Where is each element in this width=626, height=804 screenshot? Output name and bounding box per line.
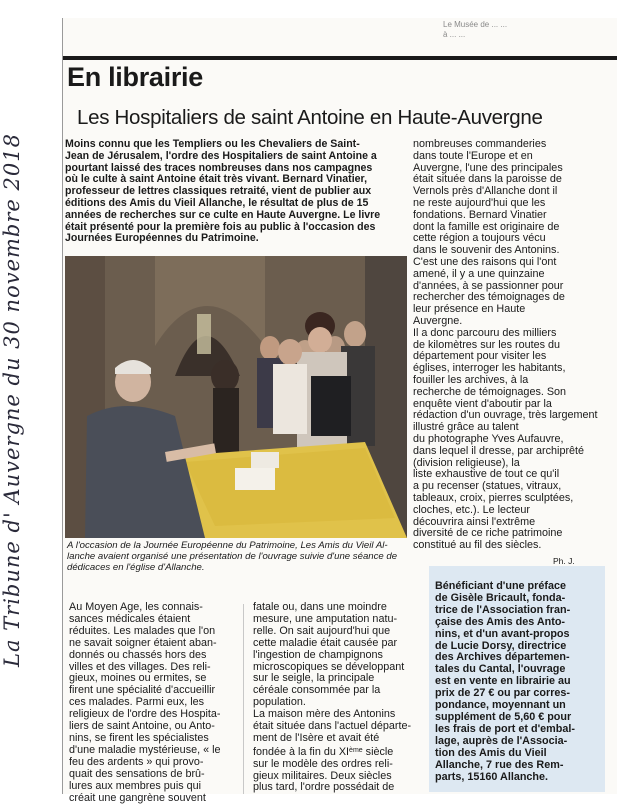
body-line: a pu recenser (statues, vitraux, bbox=[413, 481, 583, 493]
body-line: villes et des villages. Des reli- bbox=[69, 662, 235, 674]
body-line: de kilomètres sur les routes du bbox=[413, 340, 583, 352]
box-line: pondance, moyennant un bbox=[435, 700, 605, 712]
body-line: illustré grâce au talent bbox=[413, 422, 583, 434]
body-line: églises, interroger les habitants, bbox=[413, 363, 583, 375]
lede-line: Moins connu que les Templiers ou les Chevaliers de Saint- bbox=[65, 139, 405, 151]
body-line: quait des sensations de brû- bbox=[69, 769, 235, 781]
body-line: Au Moyen Age, les connais- bbox=[69, 602, 235, 614]
lede-line: était présenté pour la première fois au public à l'occasion des bbox=[65, 222, 405, 234]
body-line: (division religieuse), la bbox=[413, 458, 583, 470]
lede-line: années de recherches sur ce culte en Haute Auvergne. Le livre bbox=[65, 210, 405, 222]
body-line: fouiller les archives, à la bbox=[413, 375, 583, 387]
handwritten-annotation: La Tribune d' Auvergne du 30 novembre 2018 bbox=[0, 40, 30, 760]
body-line: gieux, moines ou ermites, se bbox=[69, 673, 235, 685]
body-line: plus tard, l'ordre possédait de bbox=[253, 782, 423, 794]
box-line: de Gisèle Bricault, fonda- bbox=[435, 593, 605, 605]
superscript-ordinal: ème bbox=[349, 747, 363, 754]
body-line: mesure, une amputation natu- bbox=[253, 614, 423, 626]
body-line: liste exhaustive de tout ce qu'il bbox=[413, 469, 583, 481]
body-line: ces malades. Parmi eux, les bbox=[69, 697, 235, 709]
lede-line: éditions des Amis du Vieil Allanche, le résultat de plus de 15 bbox=[65, 198, 405, 210]
box-line: çaise des Amis des Anto- bbox=[435, 617, 605, 629]
caption-line: lanche avaient organisé une présentation de l'ouvrage suivie d'une séance de bbox=[67, 551, 409, 562]
body-line: feu des ardents » qui provo- bbox=[69, 757, 235, 769]
body-line: C'est une des raisons qui l'ont bbox=[413, 257, 583, 269]
century-text: fondée à la fin du XI bbox=[253, 746, 349, 758]
body-line: département pour visiter les bbox=[413, 351, 583, 363]
body-line: gieux militaires. Deux siècles bbox=[253, 771, 423, 783]
body-line: était située dans l'actuel départe- bbox=[253, 721, 423, 733]
box-line: lage, auprès de l'Associa- bbox=[435, 736, 605, 748]
body-line: sances médicales étaient bbox=[69, 614, 235, 626]
column-divider bbox=[243, 604, 244, 794]
body-line: réduites. Les malades que l'on bbox=[69, 626, 235, 638]
box-line: parts, 15160 Allanche. bbox=[435, 772, 605, 784]
body-line: cette maladie était causée par bbox=[253, 638, 423, 650]
caption-line: dédicaces en l'église d'Allanche. bbox=[67, 562, 409, 573]
lede-line: Jean de Jérusalem, l'ordre des Hospitaliers de saint Antoine a bbox=[65, 151, 405, 163]
article-lede bbox=[65, 139, 405, 245]
box-line: les frais de port et d'embal- bbox=[435, 724, 605, 736]
body-line: donnés ou chassés hors des bbox=[69, 650, 235, 662]
body-line: d'années, à se passionner pour bbox=[413, 281, 583, 293]
body-line: tableaux, croix, pierres sculptées, bbox=[413, 493, 583, 505]
body-line: rédaction d'un ouvrage, très largement bbox=[413, 410, 583, 422]
box-line: Bénéficiant d'une préface bbox=[435, 581, 605, 593]
box-line: de Lucie Dorsy, directrice bbox=[435, 641, 605, 653]
body-line: rechercher des témoignages de bbox=[413, 292, 583, 304]
box-line: nins, et d'un avant-propos bbox=[435, 629, 605, 641]
body-line: céréale consommée par la bbox=[253, 685, 423, 697]
body-line: était située dans la paroisse de bbox=[413, 174, 583, 186]
article-photo bbox=[65, 256, 407, 538]
body-line: dans le souvenir des Antonins. bbox=[413, 245, 583, 257]
body-line: dont la famille est originaire de bbox=[413, 222, 583, 234]
body-line: ment de l'Isère et avait été bbox=[253, 733, 423, 745]
lede-line: Journées Européennes du Patrimoine. bbox=[65, 233, 405, 245]
body-line: leur présence en Haute bbox=[413, 304, 583, 316]
box-line: supplément de 5,60 € pour bbox=[435, 712, 605, 724]
body-column-1 bbox=[69, 602, 235, 804]
body-column-2 bbox=[253, 602, 423, 709]
body-line bbox=[253, 745, 423, 759]
info-box-text bbox=[435, 581, 605, 783]
body-line: d'une maladie mystérieuse, « le bbox=[69, 745, 235, 757]
body-line: constitué au fil des siècles. bbox=[413, 540, 583, 552]
body-line: cette région a toujours vécu bbox=[413, 233, 583, 245]
body-line: La maison mère des Antonins bbox=[253, 709, 423, 721]
body-line: dans toute l'Europe et en bbox=[413, 151, 583, 163]
lede-line: pourtant laissé des traces nombreuses dans nos campagnes bbox=[65, 163, 405, 175]
body-line: microscopiques se développant bbox=[253, 662, 423, 674]
body-line: recherche de témoignages. Son bbox=[413, 387, 583, 399]
body-line: découvrira ainsi l'extrême bbox=[413, 517, 583, 529]
body-line: Auvergne, l'une des principales bbox=[413, 163, 583, 175]
article-headline: Les Hospitaliers de saint Antoine en Haute-Auvergne bbox=[77, 106, 617, 130]
body-line: diversité de ce riche patrimoine bbox=[413, 528, 583, 540]
box-line: Allanche, 7 rue des Rem- bbox=[435, 760, 605, 772]
top-rule bbox=[63, 56, 617, 60]
body-line: religieux de l'ordre des Hospita- bbox=[69, 709, 235, 721]
body-line: ne reste aujourd'hui que les bbox=[413, 198, 583, 210]
fragment-line: à ... ... bbox=[443, 30, 613, 40]
caption-line: A l'occasion de la Journée Européenne du Patrimoine, Les Amis du Vieil Al- bbox=[67, 540, 409, 551]
newspaper-clipping bbox=[62, 18, 617, 794]
century-suffix: siècle bbox=[363, 746, 394, 758]
body-line: Il a donc parcouru des milliers bbox=[413, 328, 583, 340]
body-line: l'ingestion de champignons bbox=[253, 650, 423, 662]
body-line: fatale ou, dans une moindre bbox=[253, 602, 423, 614]
box-line: tales du Cantal, l'ouvrage bbox=[435, 664, 605, 676]
box-line: des Archives départemen- bbox=[435, 652, 605, 664]
body-line: nins, se firent les spécialistes bbox=[69, 733, 235, 745]
box-line: trice de l'Association fran- bbox=[435, 605, 605, 617]
section-title: En librairie bbox=[67, 62, 203, 93]
body-line: sur le modèle des ordres reli- bbox=[253, 759, 423, 771]
previous-article-fragment bbox=[63, 18, 617, 56]
box-line: prix de 27 € ou par corres- bbox=[435, 688, 605, 700]
body-line: nombreuses commanderies bbox=[413, 139, 583, 151]
body-line: lures aux membres puis qui bbox=[69, 781, 235, 793]
body-line: créait une gangrène souvent bbox=[69, 793, 235, 804]
body-line: firent une spécialité d'accueillir bbox=[69, 685, 235, 697]
body-line: dans lequel il dresse, par archiprêté bbox=[413, 446, 583, 458]
body-line: liers de saint Antoine, ou Anto- bbox=[69, 721, 235, 733]
body-line: Auvergne. bbox=[413, 316, 583, 328]
body-line: ne savait soigner étaient aban- bbox=[69, 638, 235, 650]
body-line: enquête vient d'aboutir par la bbox=[413, 399, 583, 411]
body-line: population. bbox=[253, 697, 423, 709]
right-column bbox=[413, 139, 583, 552]
fragment-line: Le Musée de ... ... bbox=[443, 20, 613, 30]
body-line: sur le seigle, la principale bbox=[253, 673, 423, 685]
lede-line: où le culte à saint Antoine était très vivant. Bernard Vinatier, bbox=[65, 174, 405, 186]
body-column-2-continued bbox=[253, 709, 423, 794]
body-line: fondations. Bernard Vinatier bbox=[413, 210, 583, 222]
photo-caption bbox=[67, 540, 409, 573]
photo-credit: Ph. J. bbox=[553, 556, 575, 566]
church-signing-scene bbox=[65, 256, 407, 538]
box-line: est en vente en librairie au bbox=[435, 676, 605, 688]
body-line: relle. On sait aujourd'hui que bbox=[253, 626, 423, 638]
body-line: cloches, etc.). Le lecteur bbox=[413, 505, 583, 517]
body-line: Vernols près d'Allanche dont il bbox=[413, 186, 583, 198]
box-line: tion des Amis du Vieil bbox=[435, 748, 605, 760]
lede-line: professeur de lettres classiques retraité, vient de publier aux bbox=[65, 186, 405, 198]
body-line: amené, il y a une quinzaine bbox=[413, 269, 583, 281]
body-line: du photographe Yves Aufauvre, bbox=[413, 434, 583, 446]
